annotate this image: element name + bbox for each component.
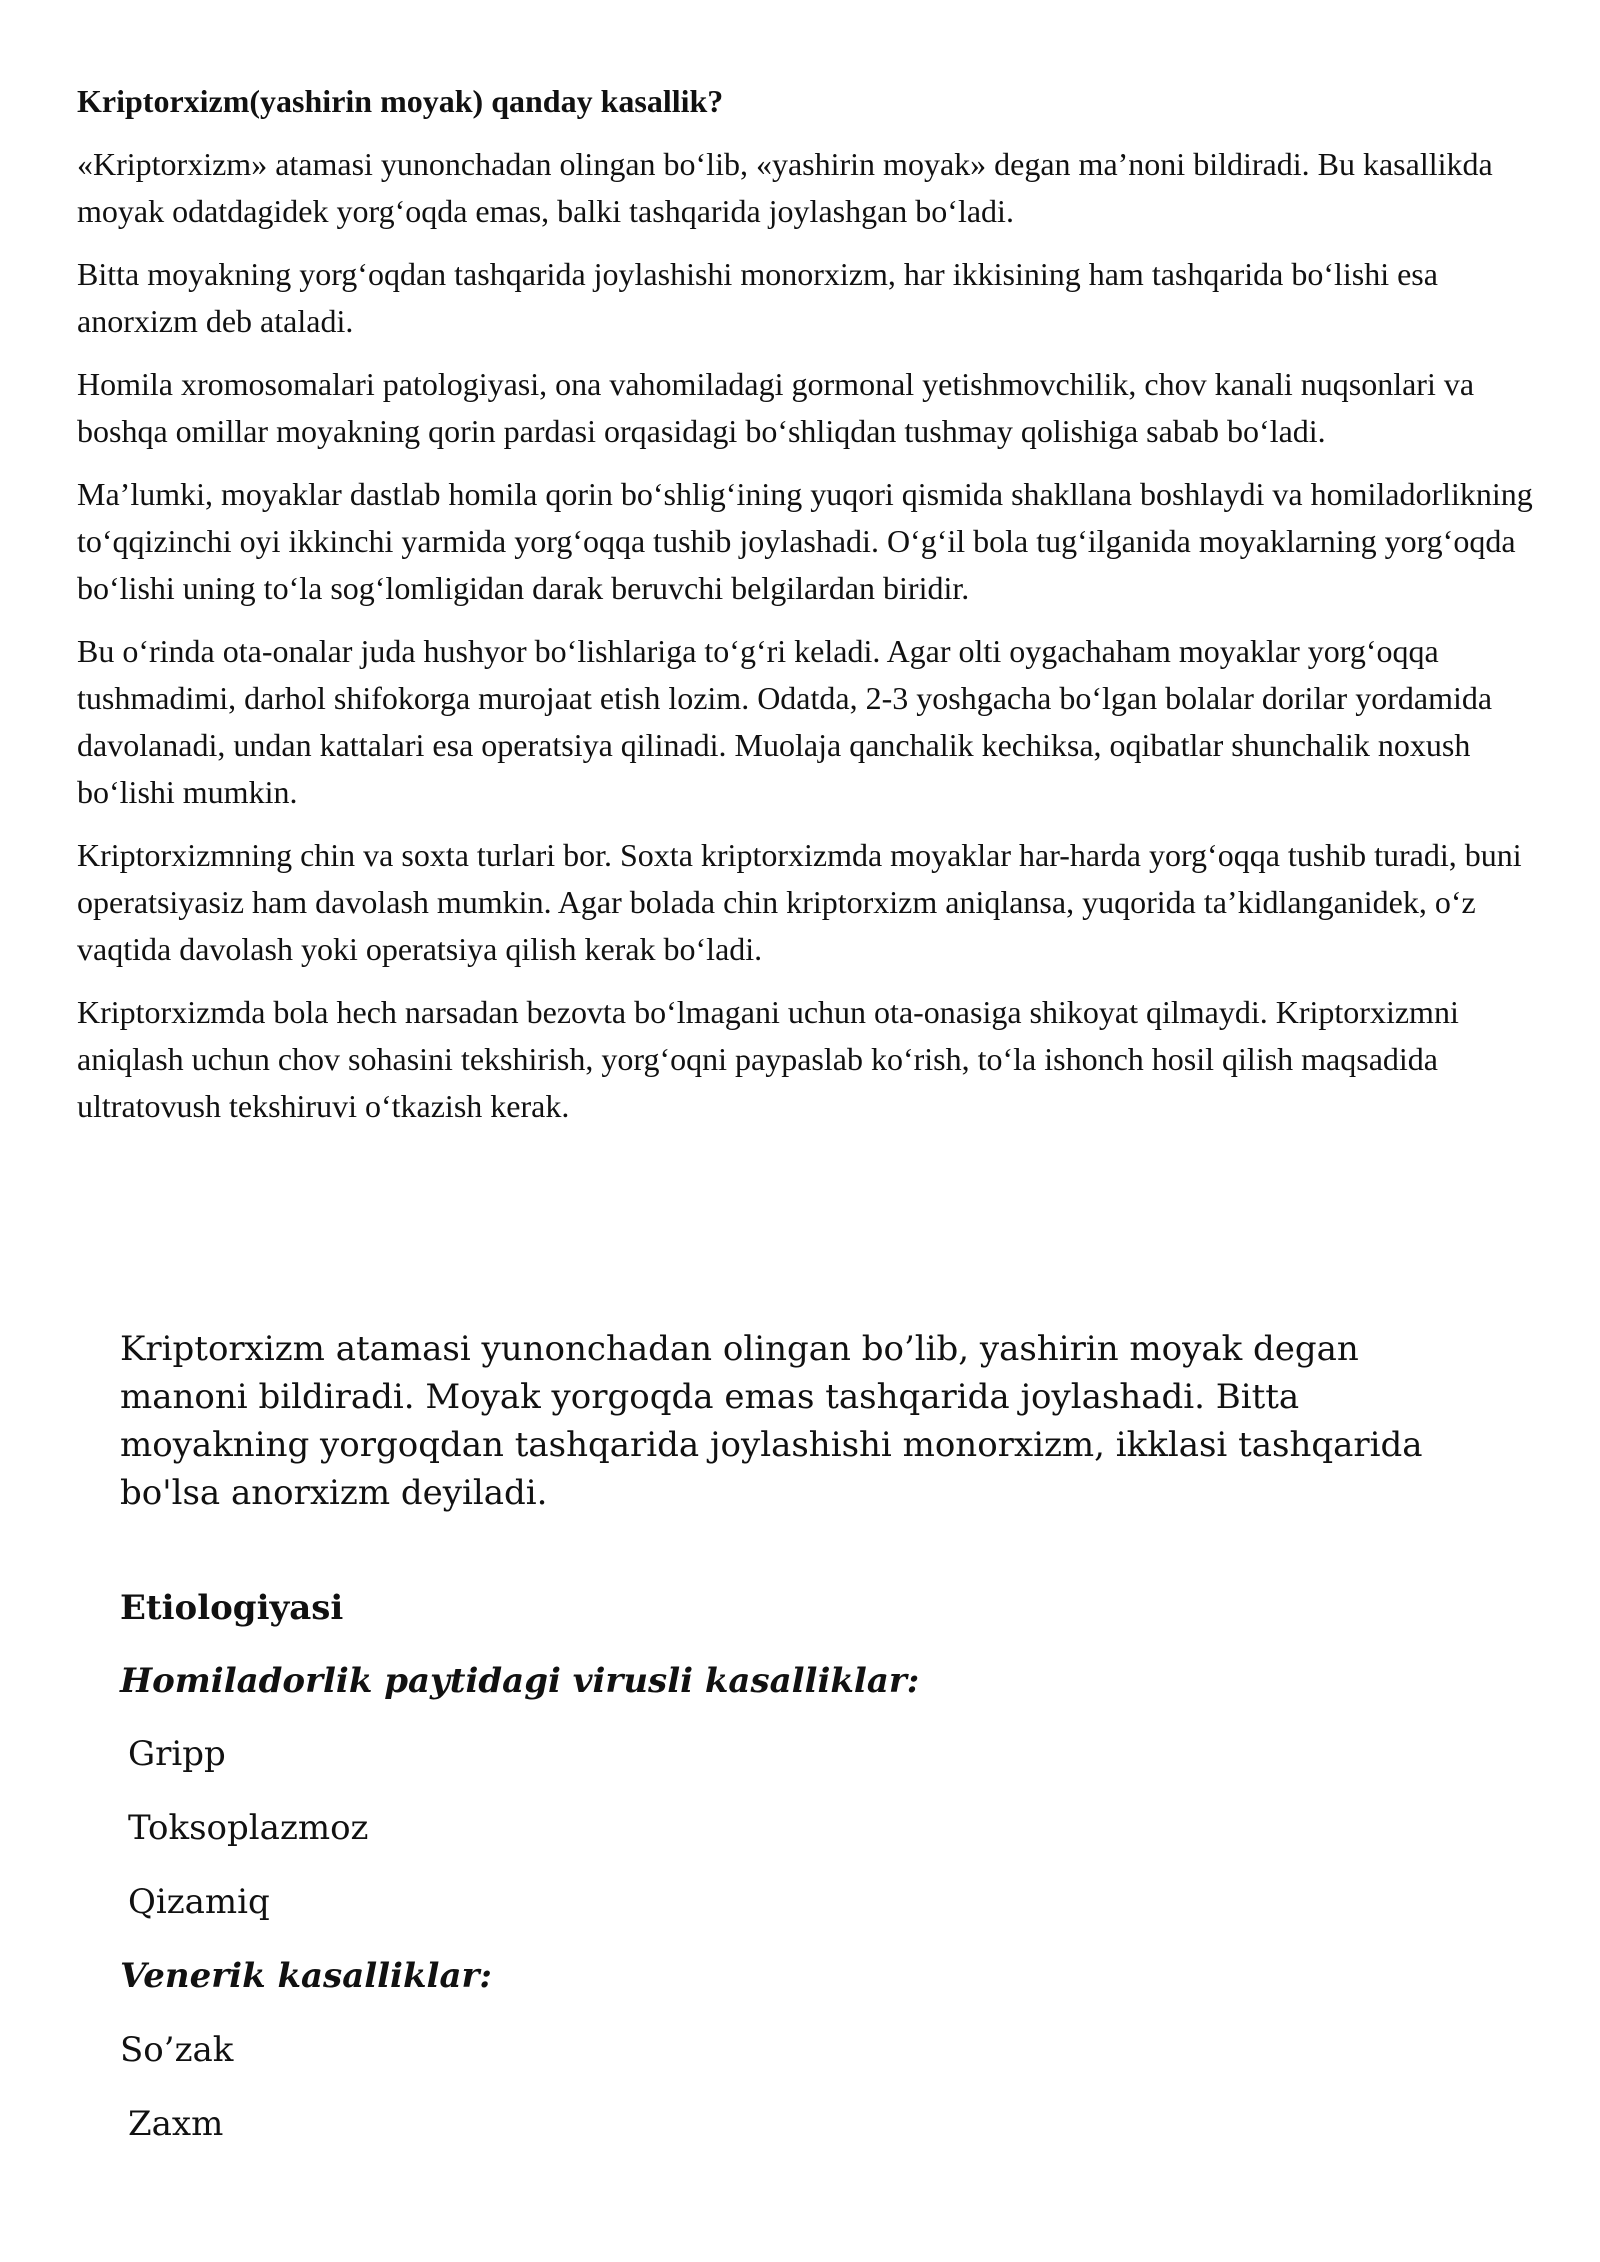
summary-line: Kriptorxizm atamasi yunonchadan olingan bo’lib, yashirin moyak degan [120, 1329, 1359, 1369]
etiology-item: Gripp [128, 1734, 226, 1774]
article-section [77, 78, 1542, 1146]
etiology-heading: Etiologiyasi [120, 1588, 344, 1628]
etiology-item: Zaxm [128, 2104, 224, 2144]
paragraph: Kriptorxizmda bola hech narsadan bezovta bo‘lmagani uchun ota-onasiga shikoyat qilmaydi. Kriptorxizmni aniqlash uchun chov sohasini tekshirish, yorg‘oqni paypaslab ko‘rish, to‘la ishonch hosil qilish maqsadida ultratovush tekshiruvi o‘tkazish kerak. [77, 994, 1459, 1124]
summary-line: bo'lsa anorxizm deyiladi. [120, 1473, 548, 1513]
etiology-group-title: Homiladorlik paytidagi virusli kasalliklar: [120, 1661, 920, 1701]
paragraph: Bu o‘rinda ota-onalar juda hushyor bo‘lishlariga to‘g‘ri keladi. Agar olti oygachaham moyaklar yorg‘oqqa tushmadimi, darhol shifokorga murojaat etish lozim. Odatda, 2-3 yoshgacha bo‘lgan bolalar dorilar yordamida davolanadi, undan kattalari esa operatsiya qilinadi. Muolaja qanchalik kechiksa, oqibatlar shunchalik noxush bo‘lishi mumkin. [77, 633, 1493, 810]
summary-section [120, 1325, 1540, 2144]
article-title: Kriptorxizm(yashirin moyak) qanday kasallik? [77, 83, 724, 119]
paragraph: Ma’lumki, moyaklar dastlab homila qorin bo‘shlig‘ining yuqori qismida shakllana boshlaydi va homiladorlikning to‘qqizinchi oyi ikkinchi yarmida yorg‘oqqa tushib joylashadi. O‘g‘il bola tug‘ilganida moyaklarning yorg‘oqda bo‘lishi uning to‘la sog‘lomligidan darak beruvchi belgilardan biridir. [77, 476, 1533, 606]
summary-line: manoni bildiradi. Moyak yorgoqda emas tashqarida joylashadi. Bitta [120, 1377, 1300, 1417]
etiology-item: So’zak [120, 2030, 234, 2070]
etiology-item: Toksoplazmoz [128, 1808, 369, 1848]
paragraph: Kriptorxizmning chin va soxta turlari bor. Soxta kriptorxizmda moyaklar har-harda yorg‘oqqa tushib turadi, buni operatsiyasiz ham davolash mumkin. Agar bolada chin kriptorxizm aniqlansa, yuqorida ta’kidlanganidek, o‘z vaqtida davolash yoki operatsiya qilish kerak bo‘ladi. [77, 837, 1522, 967]
paragraph: Bitta moyakning yorg‘oqdan tashqarida joylashishi monorxizm, har ikkisining ham tashqarida bo‘lishi esa anorxizm deb ataladi. [77, 256, 1438, 339]
paragraph: Homila xromosomalari patologiyasi, ona vahomiladagi gormonal yetishmovchilik, chov kanali nuqsonlari va boshqa omillar moyakning qorin pardasi orqasidagi bo‘shliqdan tushmay qolishiga sabab bo‘ladi. [77, 366, 1475, 449]
summary-line: moyakning yorgoqdan tashqarida joylashishi monorxizm, ikklasi tashqarida [120, 1425, 1423, 1465]
etiology-group-title: Venerik kasalliklar: [120, 1956, 492, 1996]
paragraph: «Kriptorxizm» atamasi yunonchadan olingan bo‘lib, «yashirin moyak» degan ma’noni bildiradi. Bu kasallikda moyak odatdagidek yorg‘oqda emas, balki tashqarida joylashgan bo‘ladi. [77, 146, 1493, 229]
summary-paragraph [120, 1325, 1540, 1517]
etiology-item: Qizamiq [128, 1882, 270, 1922]
